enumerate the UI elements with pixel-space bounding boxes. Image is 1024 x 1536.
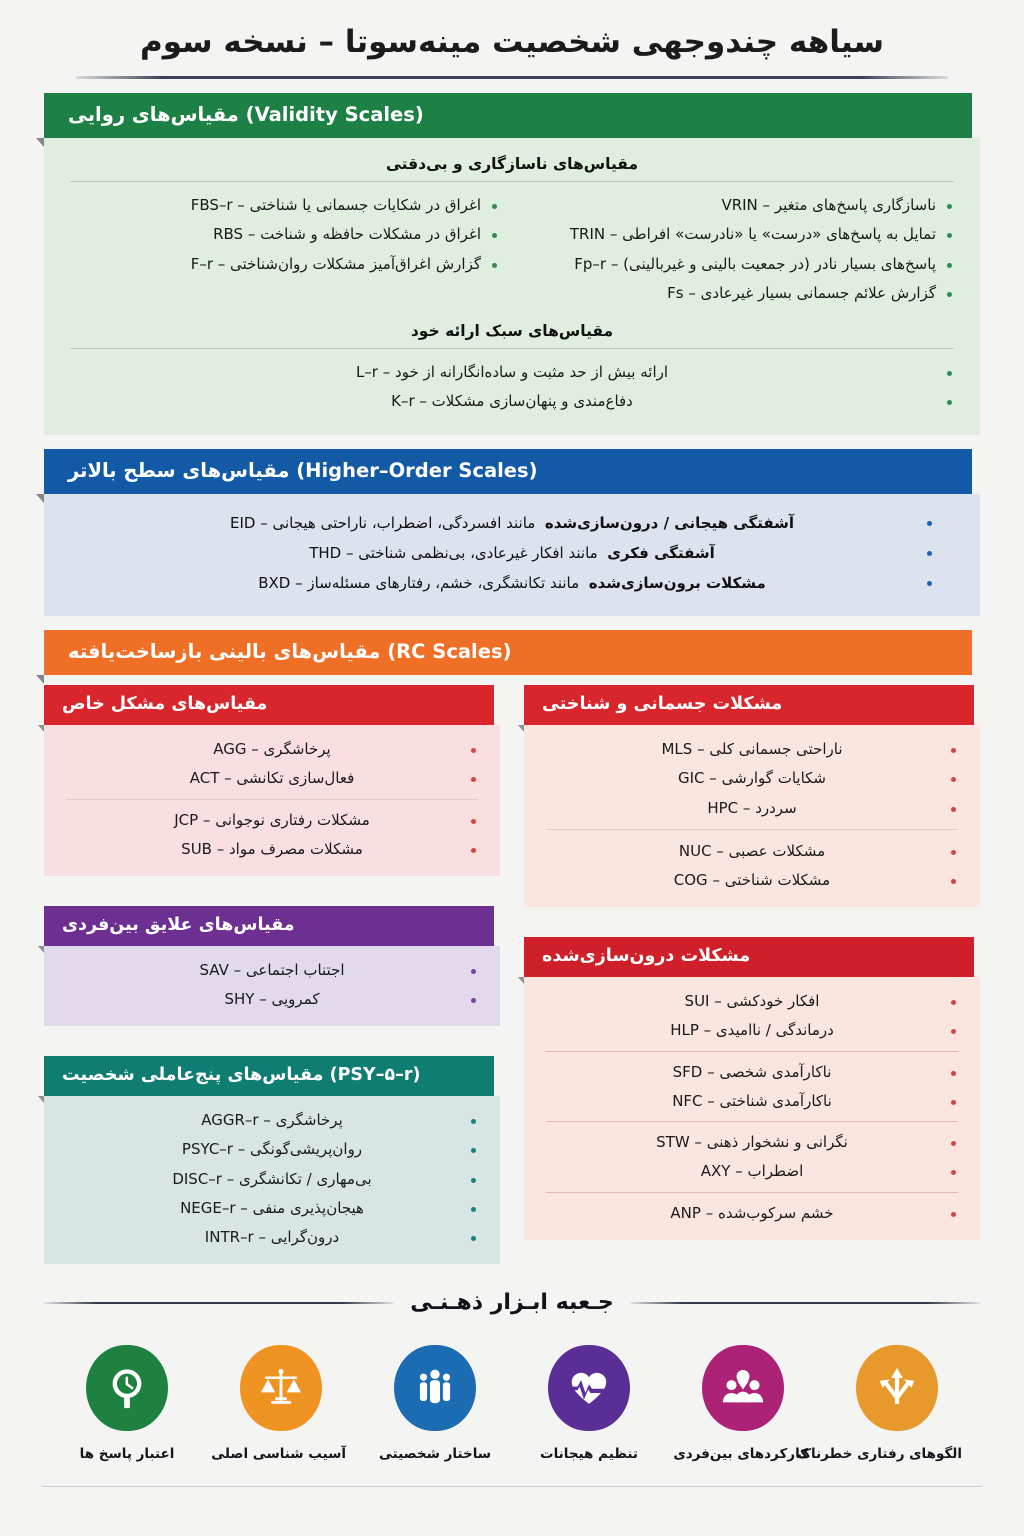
section-validity-scales <box>44 93 980 435</box>
footer-divider <box>42 1486 982 1487</box>
list-item: پرخاشگری – AGG <box>66 735 478 764</box>
card-psy5 <box>44 1056 500 1264</box>
section-higher-order-scales <box>44 449 980 616</box>
internalizing-group-1 <box>546 987 958 1046</box>
rc-scales-grid <box>44 685 980 1264</box>
list-item: درون‌گرایی – INTR–r <box>66 1223 478 1252</box>
card-psy5-title: (PSY–۵–r) مقیاس‌های پنج‌عاملی شخصیت <box>44 1056 494 1096</box>
subsection-self-presentation-title: مقیاس‌های سبک ارائه خود <box>410 322 614 341</box>
list-item: پاسخ‌های بسیار نادر (در جمعیت بالینی و غیربالینی) – Fp–r <box>525 250 954 279</box>
toolbox-item-interpersonal-functioning[interactable] <box>673 1345 808 1463</box>
divider <box>546 1192 958 1193</box>
list-item: فعال‌سازی تکانشی – ACT <box>66 764 478 793</box>
list-item: مشکلات مصرف مواد – SUB <box>66 835 478 864</box>
higher-order-scales-panel <box>44 494 980 616</box>
list-item: گزارش اغراق‌آمیز مشکلات روان‌شناختی – F–r <box>70 250 499 279</box>
card-interpersonal <box>44 906 500 1026</box>
list-item: اضطراب – AXY <box>546 1157 958 1186</box>
internalizing-group-3 <box>546 1128 958 1187</box>
toolbox-icons-row <box>0 1345 1024 1463</box>
divider <box>546 1121 958 1122</box>
list-item: ناسازگاری پاسخ‌های متغیر – VRIN <box>525 191 954 220</box>
list-item: خشم سرکوب‌شده – ANP <box>546 1199 958 1228</box>
toolbox-label: کارکردهای بین‌فردی <box>673 1446 808 1463</box>
rc-left-column <box>44 685 500 1264</box>
card-internalizing-title: مشکلات درون‌سازی‌شده <box>524 937 974 977</box>
list-item-rest: مانند تکانشگری، خشم، رفتارهای مسئله‌ساز – BXD <box>258 574 580 593</box>
list-item: سردرد – HPC <box>546 794 958 823</box>
somatic-group-1 <box>546 735 958 823</box>
toolbox-divider-right <box>630 1302 980 1304</box>
internalizing-group-4 <box>546 1199 958 1228</box>
card-somatic-cognitive-title: مشکلات جسمانی و شناختی <box>524 685 974 725</box>
list-item: روان‌پریشی‌گونگی – PSYC–r <box>66 1135 478 1164</box>
toolbox-label: اعتبار پاسخ ها <box>79 1446 175 1463</box>
toolbox-section <box>0 1290 1024 1486</box>
divider <box>70 181 954 182</box>
list-item: اغراق در شکایات جسمانی یا شناختی – FBS–r <box>70 191 499 220</box>
list-item: مشکلات رفتاری نوجوانی – JCP <box>66 806 478 835</box>
list-item <box>70 538 954 568</box>
internalizing-group-2 <box>546 1058 958 1117</box>
rc-right-column <box>524 685 980 1240</box>
list-item: تمایل به پاسخ‌های «درست» یا «نادرست» افراطی – TRIN <box>525 220 954 249</box>
list-item: ارائه بیش از حد مثبت و ساده‌انگارانه از خود – L–r <box>70 358 954 387</box>
list-item: مشکلات عصبی – NUC <box>546 837 958 866</box>
list-item: نگرانی و نشخوار ذهنی – STW <box>546 1128 958 1157</box>
card-psy5-body <box>44 1096 500 1264</box>
card-internalizing <box>524 937 980 1240</box>
subsection-inconsistency-title: مقیاس‌های ناسازگاری و بی‌دقتی <box>385 155 639 174</box>
list-item: گزارش علائم جسمانی بسیار غیرعادی – Fs <box>525 279 954 308</box>
page-title: سیاهه چندوجهی شخصیت مینه‌سوتا – نسخه سوم <box>140 24 884 60</box>
card-interpersonal-title: مقیاس‌های علایق بین‌فردی <box>44 906 494 946</box>
list-item: ناکارآمدی شناختی – NFC <box>546 1087 958 1116</box>
list-item: درماندگی / ناامیدی – HLP <box>546 1016 958 1045</box>
toolbox-item-risky-behavior[interactable] <box>797 1345 962 1463</box>
toolbox-label: ساختار شخصیتی <box>378 1446 492 1463</box>
divider <box>66 799 478 800</box>
list-item-bold: آشفتگی هیجانی / درون‌سازی‌شده <box>544 514 795 533</box>
validity-inconsistency-right-list <box>525 191 954 308</box>
list-item-rest: مانند افسردگی، اضطراب، ناراحتی هیجانی – EID <box>229 514 536 533</box>
divider <box>70 348 954 349</box>
arrows-diverging-icon <box>856 1345 938 1431</box>
card-somatic-cognitive <box>524 685 980 907</box>
list-item: ناکارآمدی شخصی – SFD <box>546 1058 958 1087</box>
toolbox-item-emotion-regulation[interactable] <box>524 1345 654 1463</box>
card-interpersonal-body <box>44 946 500 1027</box>
list-item: ناراحتی جسمانی کلی – MLS <box>546 735 958 764</box>
toolbox-item-personality-structure[interactable] <box>370 1345 500 1463</box>
heart-pulse-icon <box>548 1345 630 1431</box>
list-item: مشکلات شناختی – COG <box>546 866 958 895</box>
validity-scales-header: (Validity Scales) مقیاس‌های روایی <box>44 93 972 138</box>
list-item-bold: آشفتگی فکری <box>607 544 715 563</box>
specific-group-1 <box>66 735 478 794</box>
card-specific-problem <box>44 685 500 876</box>
list-item: شکایات گوارشی – GIC <box>546 764 958 793</box>
card-specific-problem-title: مقیاس‌های مشکل خاص <box>44 685 494 725</box>
toolbox-title: جـعبه ابـزار ذهـنـی <box>410 1290 614 1316</box>
validity-scales-panel <box>44 138 980 435</box>
people-group-icon <box>702 1345 784 1431</box>
list-item <box>70 568 954 598</box>
somatic-group-2 <box>546 837 958 896</box>
toolbox-label: آسیب شناسی اصلی <box>211 1446 346 1463</box>
validity-self-presentation-list <box>70 358 954 417</box>
list-item: اجتناب اجتماعی – SAV <box>66 956 478 985</box>
psy5-group-1 <box>66 1106 478 1252</box>
list-item: دفاع‌مندی و پنهان‌سازی مشکلات – K–r <box>70 387 954 416</box>
interpersonal-group-1 <box>66 956 478 1015</box>
title-divider <box>76 76 948 79</box>
divider <box>546 1051 958 1052</box>
list-item: بی‌مهاری / تکانشگری – DISC–r <box>66 1165 478 1194</box>
magnifier-clock-icon <box>86 1345 168 1431</box>
validity-inconsistency-left-list <box>70 191 499 279</box>
list-item <box>70 508 954 538</box>
list-item: اغراق در مشکلات حافظه و شناخت – RBS <box>70 220 499 249</box>
list-item: کمرویی – SHY <box>66 985 478 1014</box>
validity-inconsistency-columns <box>70 191 954 308</box>
section-rc-scales <box>44 630 980 1264</box>
higher-order-scales-header: (Higher–Order Scales) مقیاس‌های سطح بالاتر <box>44 449 972 494</box>
divider <box>546 829 958 830</box>
three-persons-icon <box>394 1345 476 1431</box>
toolbox-label: الگوهای رفتاری خطرناک <box>797 1446 962 1463</box>
toolbox-item-response-validity[interactable] <box>62 1345 192 1463</box>
list-item: هیجان‌پذیری منفی – NEGE–r <box>66 1194 478 1223</box>
card-somatic-cognitive-body <box>524 725 980 907</box>
rc-scales-header: (RC Scales) مقیاس‌های بالینی بازساخت‌یافته <box>44 630 972 675</box>
list-item-bold: مشکلات برون‌سازی‌شده <box>588 574 766 593</box>
list-item: پرخاشگری – AGGR–r <box>66 1106 478 1135</box>
scales-balance-icon <box>240 1345 322 1431</box>
list-item: افکار خودکشی – SUI <box>546 987 958 1016</box>
card-specific-problem-body <box>44 725 500 876</box>
toolbox-title-row <box>0 1290 1024 1315</box>
toolbox-item-core-psychopathology[interactable] <box>211 1345 346 1463</box>
toolbox-divider-left <box>44 1302 394 1304</box>
card-internalizing-body <box>524 977 980 1240</box>
list-item-rest: مانند افکار غیرعادی، بی‌نظمی شناختی – THD <box>309 544 598 563</box>
higher-order-list <box>70 508 954 598</box>
specific-group-2 <box>66 806 478 865</box>
toolbox-label: تنظیم هیجانات <box>540 1446 638 1463</box>
